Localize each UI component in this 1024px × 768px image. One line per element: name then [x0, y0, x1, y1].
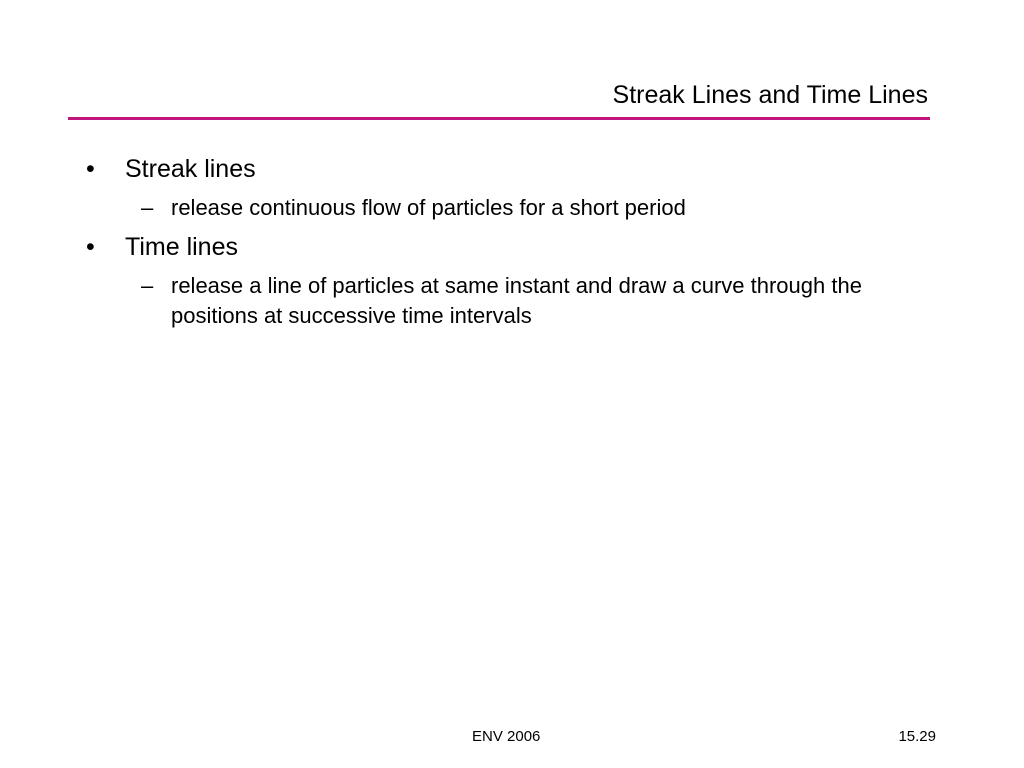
- bullet-marker: •: [86, 155, 95, 183]
- sub-bullet-marker: –: [141, 195, 154, 220]
- slide-title: Streak Lines and Time Lines: [612, 81, 928, 109]
- bullet-marker: •: [86, 233, 95, 261]
- bullet-text: Streak lines: [125, 155, 256, 183]
- footer-page-number: 15.29: [898, 728, 936, 745]
- sub-bullet-text: release continuous flow of particles for a short period: [171, 195, 686, 220]
- sub-bullet-marker: –: [141, 273, 154, 298]
- sub-bullet-text: release a line of particles at same instant and draw a curve through the positions at successive time intervals: [171, 273, 862, 328]
- bullet-text: Time lines: [125, 233, 238, 261]
- footer-course-label: ENV 2006: [472, 728, 541, 745]
